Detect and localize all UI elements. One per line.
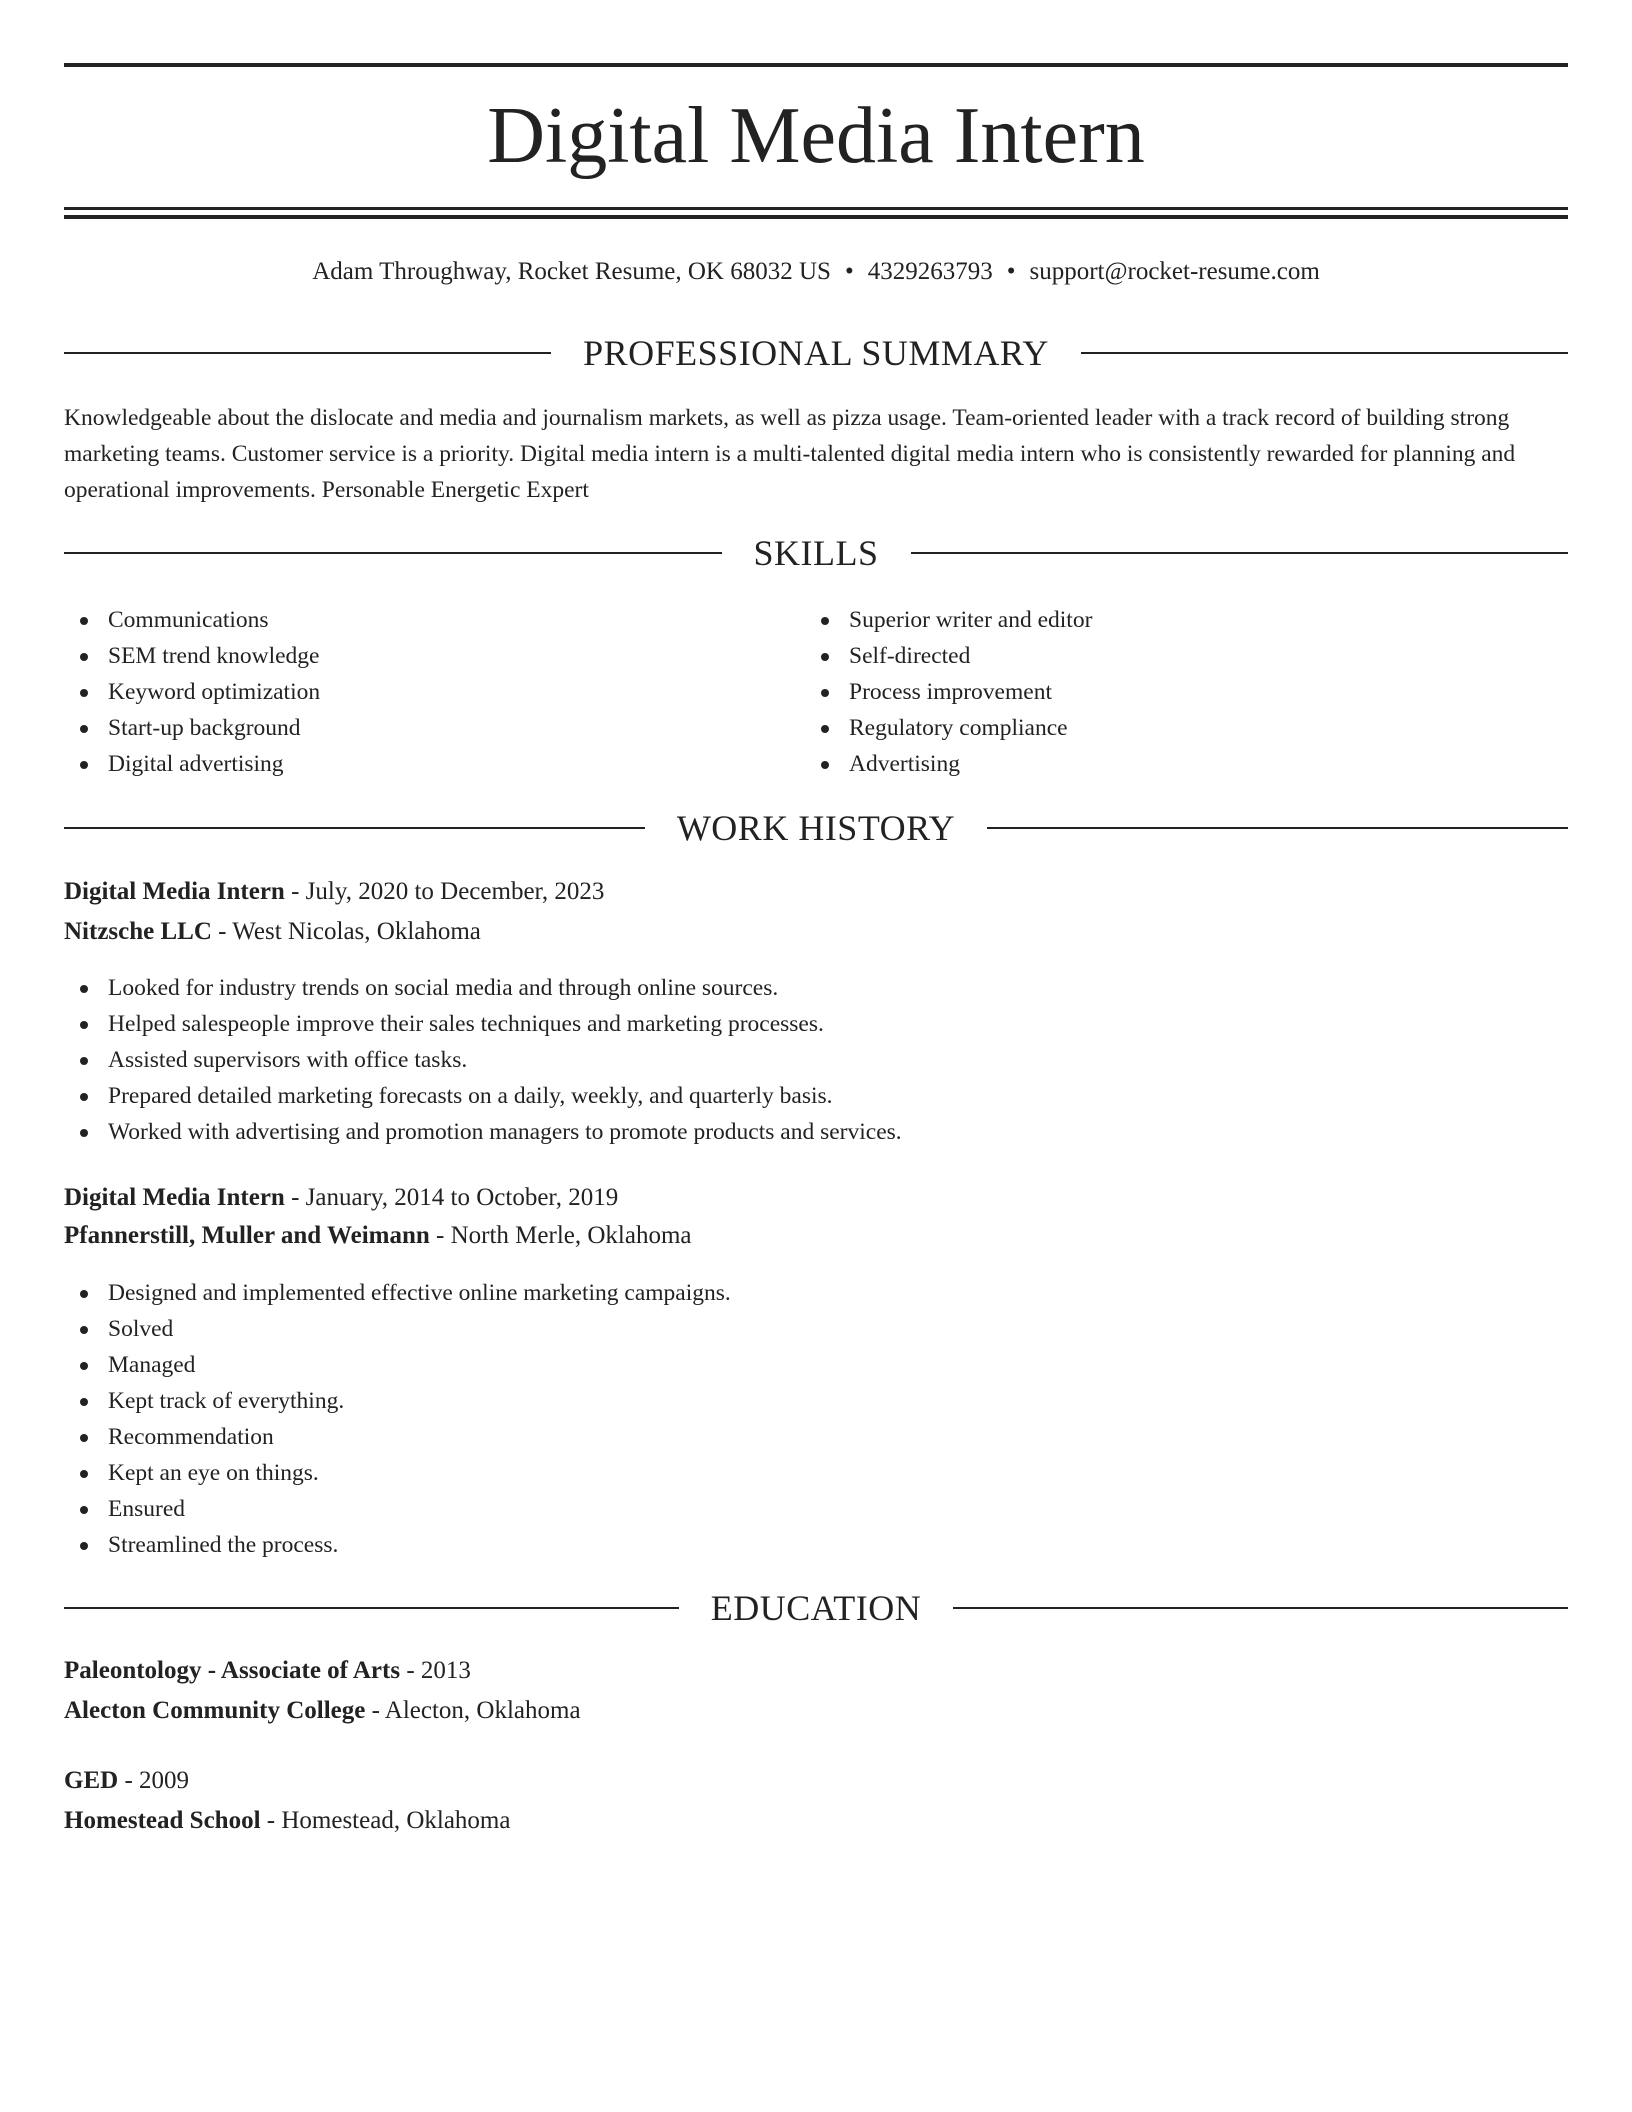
job-title: Digital Media Intern [64, 1184, 285, 1211]
skill-item: Digital advertising [64, 746, 320, 782]
education-location: Alecton, Oklahoma [384, 1697, 581, 1724]
contact-email: support@rocket-resume.com [1029, 258, 1320, 285]
job-bullet: Solved [64, 1311, 1568, 1347]
job-company-line: Nitzsche LLC - West Nicolas, Oklahoma [64, 918, 481, 945]
education-school-line: Alecton Community College - Alecton, Oklahoma [64, 1697, 581, 1724]
heading-rule [64, 1607, 679, 1609]
skill-item: Start-up background [64, 710, 320, 746]
job-bullet: Assisted supervisors with office tasks. [64, 1042, 1568, 1078]
job-company-line: Pfannerstill, Muller and Weimann - North Merle, Oklahoma [64, 1222, 692, 1249]
summary-heading [64, 328, 1568, 378]
education-heading-label: EDUCATION [710, 1588, 922, 1628]
job-company: Pfannerstill, Muller and Weimann [64, 1222, 430, 1249]
job-bullet: Ensured [64, 1491, 1568, 1527]
education-degree-line: GED - 2009 [64, 1767, 190, 1794]
heading-rule [911, 552, 1569, 554]
education-school: Homestead School [64, 1807, 261, 1834]
education-year: 2009 [139, 1767, 190, 1794]
job-bullet: Looked for industry trends on social media and through online sources. [64, 970, 1568, 1006]
skill-item: Communications [64, 602, 320, 638]
education-school-line: Homestead School - Homestead, Oklahoma [64, 1807, 511, 1834]
heading-rule [1081, 352, 1568, 354]
heading-rule [953, 1607, 1568, 1609]
skills-list-left [64, 602, 320, 782]
contact-separator: • [844, 258, 854, 285]
job-bullet: Streamlined the process. [64, 1527, 1568, 1563]
top-rule [64, 63, 1568, 67]
contact-phone: 4329263793 [867, 258, 993, 285]
job-bullet: Kept track of everything. [64, 1383, 1568, 1419]
title-double-rule [64, 207, 1568, 219]
job-bullets [64, 1275, 1568, 1563]
job-bullet: Designed and implemented effective online marketing campaigns. [64, 1275, 1568, 1311]
heading-rule [64, 552, 722, 554]
contact-separator: • [1006, 258, 1016, 285]
skill-item: Keyword optimization [64, 674, 320, 710]
job-title: Digital Media Intern [64, 878, 285, 905]
education-school: Alecton Community College [64, 1697, 366, 1724]
heading-rule [64, 827, 645, 829]
work-history-heading [64, 803, 1568, 853]
education-year: 2013 [420, 1657, 471, 1684]
skill-item: Regulatory compliance [805, 710, 1092, 746]
contact-address: Adam Throughway, Rocket Resume, OK 68032 US [312, 258, 831, 285]
job-company: Nitzsche LLC [64, 918, 212, 945]
job-bullet: Prepared detailed marketing forecasts on a daily, weekly, and quarterly basis. [64, 1078, 1568, 1114]
skills-list-right [805, 602, 1092, 782]
job-dates: July, 2020 to December, 2023 [305, 878, 605, 905]
job-dates: January, 2014 to October, 2019 [305, 1184, 619, 1211]
heading-rule [987, 827, 1568, 829]
education-degree: Paleontology - Associate of Arts [64, 1657, 401, 1684]
education-location: Homestead, Oklahoma [281, 1807, 511, 1834]
job-title-line: Digital Media Intern - January, 2014 to October, 2019 [64, 1184, 619, 1211]
skill-item: Superior writer and editor [805, 602, 1092, 638]
skills-heading-label: SKILLS [753, 533, 879, 573]
job-bullet: Recommendation [64, 1419, 1568, 1455]
skill-item: Process improvement [805, 674, 1092, 710]
job-bullet: Kept an eye on things. [64, 1455, 1568, 1491]
job-bullet: Helped salespeople improve their sales techniques and marketing processes. [64, 1006, 1568, 1042]
job-bullets [64, 970, 1568, 1150]
job-location: West Nicolas, Oklahoma [232, 918, 481, 945]
job-title-line: Digital Media Intern - July, 2020 to December, 2023 [64, 878, 605, 905]
resume-title: Digital Media Intern [487, 92, 1145, 180]
contact-line [64, 252, 1568, 292]
job-bullet: Managed [64, 1347, 1568, 1383]
summary-heading-label: PROFESSIONAL SUMMARY [583, 333, 1049, 373]
job-location: North Merle, Oklahoma [450, 1222, 692, 1249]
education-degree-line: Paleontology - Associate of Arts - 2013 [64, 1657, 471, 1684]
skill-item: Self-directed [805, 638, 1092, 674]
heading-rule [64, 352, 551, 354]
skill-item: SEM trend knowledge [64, 638, 320, 674]
education-degree: GED [64, 1767, 119, 1794]
work-history-heading-label: WORK HISTORY [676, 808, 956, 848]
skill-item: Advertising [805, 746, 1092, 782]
summary-text: Knowledgeable about the dislocate and media and journalism markets, as well as pizza usage. Team-oriented leader with a track record of building strong marketing teams. Customer service is a priority. Digital media intern is a multi-talented digital media intern who is consistently rewarded for planning and operational improvements. Personable Energetic Expert [64, 405, 1516, 503]
education-heading [64, 1583, 1568, 1633]
job-bullet: Worked with advertising and promotion managers to promote products and services. [64, 1114, 1568, 1150]
skills-heading [64, 528, 1568, 578]
